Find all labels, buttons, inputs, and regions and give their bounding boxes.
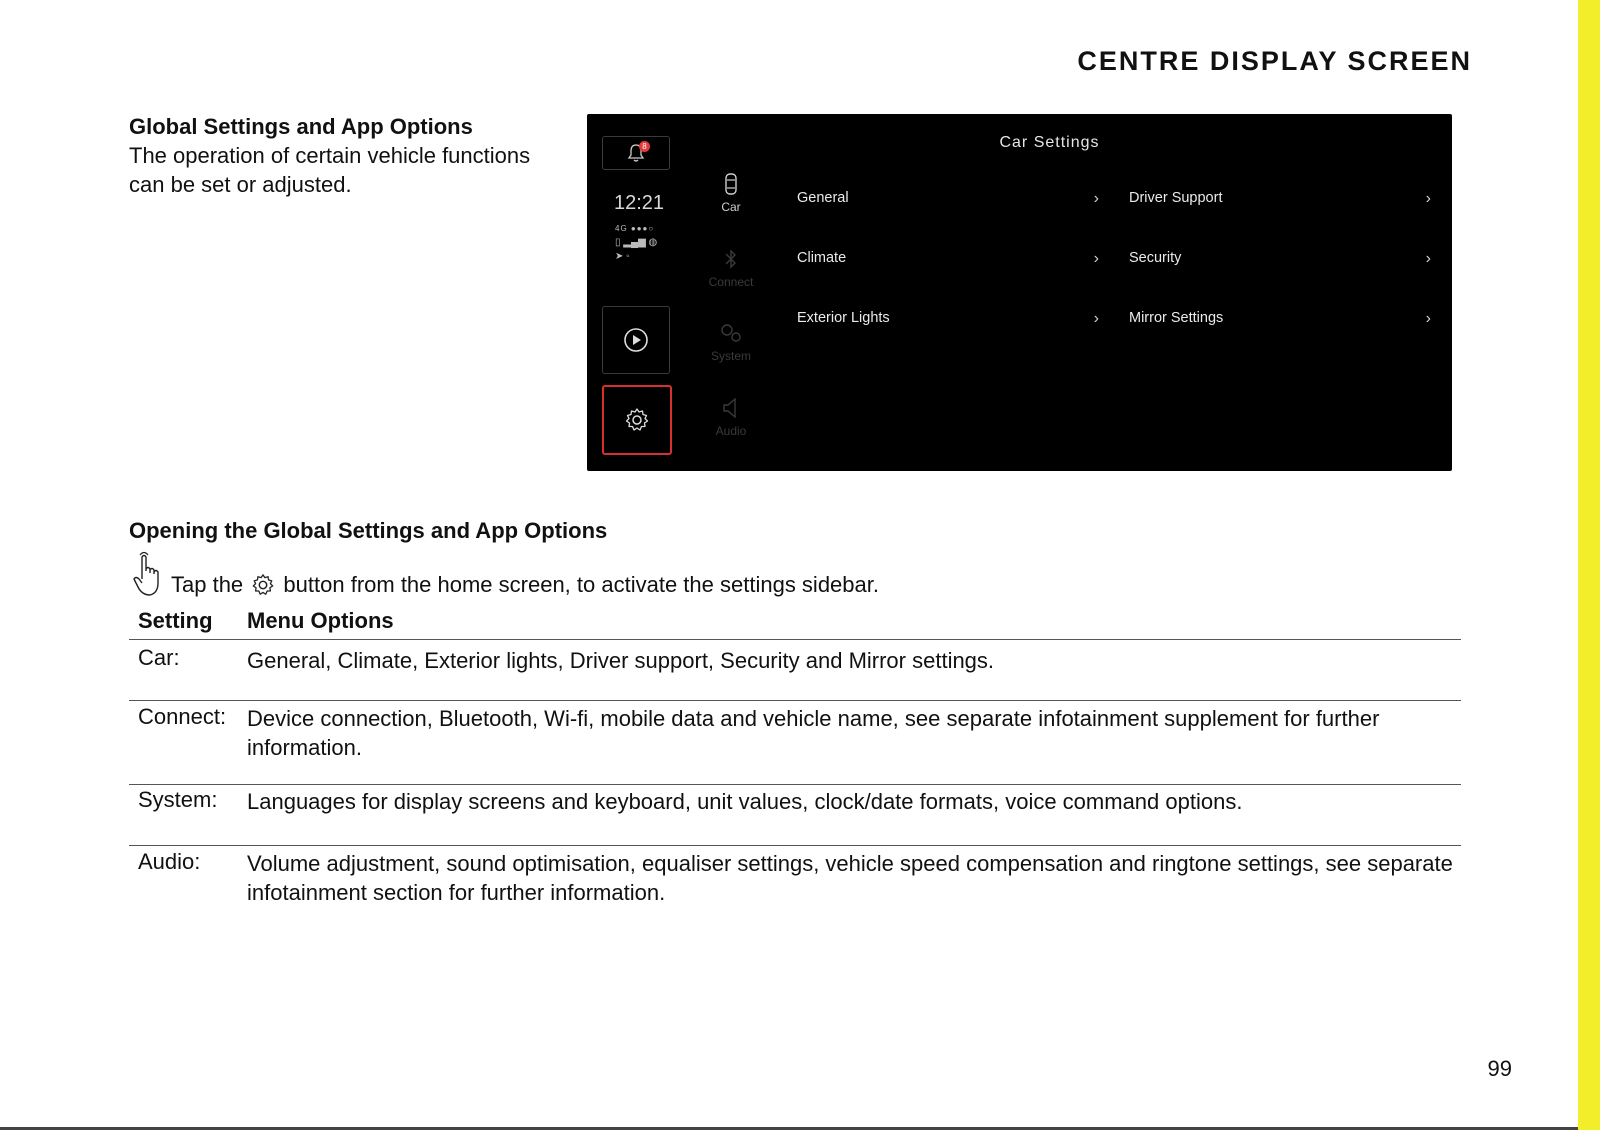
page-number: 99 — [1487, 1056, 1512, 1081]
instruction-suffix: button from the home screen, to activate the settings sidebar. — [283, 572, 879, 597]
row-system-label: System: — [138, 787, 218, 812]
row-system-options: Languages for display screens and keyboard, unit values, clock/date formats, voice command options. — [247, 789, 1243, 814]
category-label: Car — [721, 200, 741, 214]
category-connect[interactable] — [691, 247, 771, 289]
category-label: Connect — [708, 275, 754, 289]
category-system[interactable] — [691, 321, 771, 363]
accent-sidebar — [1578, 0, 1600, 1130]
chevron-right-icon: › — [1093, 310, 1099, 327]
row-audio-label: Audio: — [138, 849, 201, 874]
navigation-icon: ➤ — [615, 251, 624, 262]
row-car-options: General, Climate, Exterior lights, Driver support, Security and Mirror settings. — [247, 648, 995, 673]
car-icon — [723, 172, 739, 196]
intro-block — [129, 112, 549, 199]
chevron-right-icon: › — [1425, 310, 1431, 327]
intro-heading: Global Settings and App Options — [129, 114, 473, 139]
divider — [129, 784, 1461, 785]
wifi-icon: ◦ — [626, 251, 630, 262]
menu-item-driver-support[interactable]: Driver Support › — [1129, 190, 1431, 207]
row-audio-options: Volume adjustment, sound optimisation, equaliser settings, vehicle speed compensation and ringtone settings, see separate infotainment section for further information. — [247, 851, 1453, 905]
header-menu-options: Menu Options — [247, 608, 394, 633]
gear-icon — [251, 573, 275, 597]
clock: 12:21 — [614, 192, 665, 214]
row-car-label: Car: — [138, 645, 180, 670]
category-audio[interactable] — [691, 396, 771, 438]
play-icon — [623, 327, 649, 353]
chevron-right-icon: › — [1425, 190, 1431, 207]
intro-body: The operation of certain vehicle functions can be set or adjusted. — [129, 143, 531, 197]
notification-badge: 8 — [639, 141, 650, 152]
system-gears-icon — [717, 321, 745, 345]
menu-item-general[interactable]: General › — [797, 190, 1099, 207]
screen-title: Car Settings — [999, 134, 1100, 151]
divider — [129, 845, 1461, 846]
category-car[interactable] — [691, 172, 771, 214]
section-title: CENTRE DISPLAY SCREEN — [1077, 46, 1472, 76]
settings-button[interactable] — [602, 385, 672, 455]
tap-hand-icon — [132, 549, 166, 597]
chevron-right-icon: › — [1425, 250, 1431, 267]
menu-item-mirror-settings[interactable]: Mirror Settings › — [1129, 310, 1431, 327]
row-connect-label: Connect: — [138, 704, 227, 729]
chevron-right-icon: › — [1093, 190, 1099, 207]
media-button[interactable] — [602, 306, 670, 374]
phone-icon: ▯ — [615, 237, 621, 248]
divider — [129, 639, 1461, 640]
category-label: System — [710, 349, 751, 363]
category-label: Audio — [715, 424, 747, 438]
divider — [129, 700, 1461, 701]
menu-item-climate[interactable]: Climate › — [797, 250, 1099, 267]
bluetooth-icon — [723, 247, 739, 271]
speaker-icon — [720, 396, 742, 420]
globe-icon: ◍ — [648, 237, 658, 248]
opening-heading: Opening the Global Settings and App Options — [129, 518, 608, 543]
signal-icon: ▂▄▆ — [623, 237, 646, 248]
status-icons — [615, 236, 657, 264]
row-connect-options: Device connection, Bluetooth, Wi-fi, mobile data and vehicle name, see separate infotainment supplement for further information. — [247, 706, 1380, 760]
gear-icon — [624, 407, 650, 433]
menu-item-exterior-lights[interactable]: Exterior Lights › — [797, 310, 1099, 327]
chevron-right-icon: › — [1093, 250, 1099, 267]
instruction-prefix: Tap the — [171, 572, 244, 597]
menu-item-security[interactable]: Security › — [1129, 250, 1431, 267]
network-status: 4G ●●●○ — [615, 224, 655, 233]
infotainment-screenshot — [587, 114, 1452, 471]
header-setting: Setting — [138, 608, 213, 633]
